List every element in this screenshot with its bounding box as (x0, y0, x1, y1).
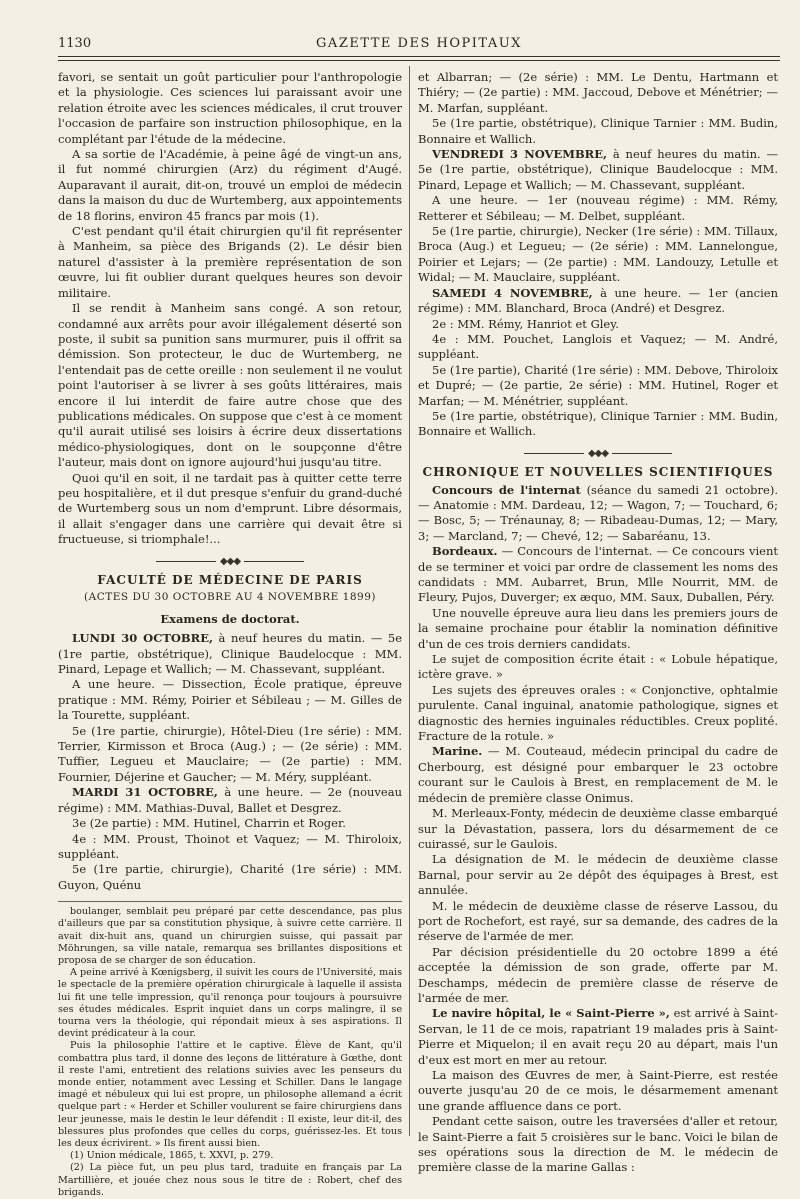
paragraph: boulanger, semblait peu préparé par cette descendance, pas plus d'ailleurs que par sa constitution physique, à suivre cette carrière. Il avait dix-huit ans, quand un chirurgien suisse, qui passait par Möhrungen, sa ville natale, remarqua ses brillantes dispositions et proposa de se charger de son éducation. (58, 906, 402, 966)
paragraph (418, 606, 778, 652)
ornament-divider: ◆◆◆ (58, 554, 402, 569)
paragraph (418, 683, 778, 745)
paragraph (418, 224, 778, 286)
paragraph (418, 286, 778, 317)
paragraph-text: 5e (1re partie), Charité (1re série) : MM. Debove, Thiroloix et Dupré; — (2e partie, 2e série) : MM. Hutinel, Roger et Marfan; — M. Ménétrier, suppléant. (418, 362, 778, 408)
left-exam-list (58, 631, 402, 893)
paragraph (418, 1114, 778, 1176)
paragraph-text: 4e : MM. Proust, Thoinot et Vaquez; — M. Thiroloix, suppléant. (58, 831, 402, 861)
paragraph (58, 862, 402, 893)
paragraph-text: à neuf heures du matin. — 5e (1re partie, obstétrique), Clinique Baudelocque : MM. Pinard, Lepage et Wallich; — M. Chassevant, suppléant. (418, 147, 778, 192)
paragraph (418, 544, 778, 606)
paragraph-text: La maison des Œuvres de mer, à Saint-Pierre, est restée ouverte jusqu'au 20 de ce mois, le désarmement amenant une grande affluence dans ce port. (418, 1068, 778, 1113)
paragraph-text: (séance du samedi 21 octobre). — Anatomie : MM. Dardeau, 12; — Wagon, 7; — Touchard, 6; — Bosc, 5; — Trénaunay, 8; — Ribadeau-Dumas, 12; — Mary, 3; — Marcland, 7; — Chevé, 12; — Sabaréanu, 13. (418, 482, 778, 543)
paragraph-text: Le sujet de composition écrite était : « Lobule hépatique, ictère grave. » (418, 652, 778, 682)
paragraph-text: à une heure. — 2e (nouveau régime) : MM. Mathias-Duval, Ballet et Desgrez. (58, 785, 402, 815)
paragraph (418, 899, 778, 945)
paragraph (418, 483, 778, 545)
paragraph-text: M. Merleaux-Fonty, médecin de deuxième classe embarqué sur la Dévastation, passera, lors du désarmement de ce cuirassé, sur le Gaulois. (418, 806, 778, 851)
lead-in: VENDREDI 3 NOVEMBRE, (432, 147, 608, 162)
lead-in: Le navire hôpital, le « Saint-Pierre », (432, 1006, 670, 1021)
paragraph-text: 3e (2e partie) : MM. Hutinel, Charrin et Roger. (72, 816, 346, 831)
paragraph: Il se rendit à Manheim sans congé. A son retour, condamné aux arrêts pour avoir illégalement déserté son poste, il subit sa punition sans murmurer, puis il offrit sa démission. Son protecteur, le duc de Wurtemberg, ne l'entendait pas de cette oreille : non seulement il ne voulut point l'autoriser à se livrer à ses goûts littéraires, mais encore il lui interdit de faire autre chose que des publications médicales. On suppose que c'est à ce moment qu'il aurait utilisé ses loisirs à écrire deux dissertations médico-physiologiques, dont on le soupçonne d'être l'auteur, mais dont on ignore aujourd'hui jusqu'au titre. (58, 301, 402, 470)
paragraph (418, 363, 778, 409)
paragraph (418, 409, 778, 440)
paragraph (418, 945, 778, 1007)
paragraph (418, 1068, 778, 1114)
paragraph-text: est arrivé à Saint-Servan, le 11 de ce mois, rapatriant 19 malades pris à Saint-Pierre et Miquelon; il en avait reçu 20 au départ, mais l'un d'eux est mort en mer au retour. (418, 1006, 778, 1067)
left-column (58, 70, 402, 1199)
section-title-chronique: CHRONIQUE ET NOUVELLES SCIENTIFIQUES (422, 465, 774, 480)
paragraph: favori, se sentait un goût particulier pour l'anthropologie et la physiologie. Ces sciences lui paraissant avoir une relation étroite avec les sciences médicales, il crut trouver l'occasion de parfaire son instruction philosophique, en la complétant par l'étude de la médecine. (58, 70, 402, 146)
paragraph-text: 5e (1re partie, chirurgie), Necker (1re série) : MM. Tillaux, Broca (Aug.) et Legueu; — (2e série) : MM. Lannelongue, Poirier et Lejars; — (2e partie) : MM. Landouzy, Letulle et Widal; — M. Mauclaire, suppléant. (418, 224, 778, 285)
paragraph (418, 70, 778, 116)
paragraph: A peine arrivé à Kœnigsberg, il suivit les cours de l'Université, mais le spectacle de la première opération chirurgicale à laquelle il assista lui fit une telle impression, qu'il renonça pour toujours à poursuivre ses études médicales. Esprit inquiet dans un corps malingre, il se tourna vers la théologie, qui répondait mieux à ses aspirations. Il devint prédicateur à la cour. (58, 967, 402, 1040)
paragraph-text: et Albarran; — (2e série) : MM. Le Dentu, Hartmann et Thiéry; — (2e partie) : MM. Jaccoud, Debove et Ménétrier; — M. Marfan, suppléant. (418, 70, 778, 115)
paragraph (418, 1006, 778, 1068)
paragraph (58, 677, 402, 723)
paragraph: A sa sortie de l'Académie, à peine âgé de vingt-un ans, il fut nommé chirurgien (Arz) du régiment d'Augé. Auparavant il aurait, dit-on, trouvé un emploi de médecin dans la maison du duc de Wurtemberg, aux appointements de 18 florins, environ 45 francs par mois (1). (58, 147, 402, 223)
paragraph-text: Pendant cette saison, outre les traversées d'aller et retour, le Saint-Pierre a fait 5 croisières sur le banc. Voici le bilan de ses opérations sous la direction de M. le médecin de première classe de la marine Gallas : (418, 1114, 778, 1175)
paragraph (58, 724, 402, 786)
paragraph (58, 785, 402, 816)
footnotes (58, 901, 402, 1199)
paragraph (418, 852, 778, 898)
lead-in: Concours de l'internat (432, 482, 581, 497)
column-separator (409, 66, 410, 1136)
lead-in: Marine. (432, 744, 483, 759)
paragraph-text: La désignation de M. le médecin de deuxième classe Barnal, pour servir au 2e dépôt des équipages à Brest, est annulée. (418, 852, 778, 898)
right-column (418, 70, 778, 1176)
paragraph (418, 147, 778, 193)
chronique-article (418, 483, 778, 1176)
paragraph-text: 5e (1re partie, chirurgie), Charité (1re série) : MM. Guyon, Quénu (58, 862, 402, 892)
paragraph-text: 5e (1re partie, obstétrique), Clinique Tarnier : MM. Budin, Bonnaire et Wallich. (418, 408, 778, 439)
paragraph (418, 193, 778, 224)
paragraph-text: à une heure. — 1er (ancien régime) : MM. Blanchard, Broca (André) et Desgrez. (418, 285, 778, 316)
paragraph-text: 5e (1re partie, obstétrique), Clinique Tarnier : MM. Budin, Bonnaire et Wallich. (418, 116, 778, 146)
paragraph-text: — Concours de l'internat. — Ce concours vient de se terminer et voici par ordre de classement les noms des candidats : MM. Aubarret, Brun, Mlle Nourrit, MM. de Fleury, Pujos, Duverger; ex æquo, MM. Saux, Duballen, Péry. (418, 544, 778, 605)
running-header (58, 34, 780, 57)
paragraph-text: Par décision présidentielle du 20 octobre 1899 a été acceptée la démission de son grade, offerte par M. Deschamps, médecin de première classe de réserve de l'armée de mer. (418, 944, 778, 1005)
paragraph-text: M. le médecin de deuxième classe de réserve Lassou, du port de Rochefort, est rayé, sur sa demande, des cadres de la réserve de l'armée de mer. (418, 898, 778, 944)
paragraph: Puis la philosophie l'attire et le captive. Élève de Kant, qu'il combattra plus tard, il donne des leçons de littérature à Gœthe, dont il reste l'ami, entretient des relations suivies avec les penseurs du monde entier, notamment avec Lessing et Schiller. Dans le langage imagé et nébuleux qui lui est propre, un philosophe allemand a écrit quelque part : « Herder et Schiller voulurent se faire chirurgiens dans leur jeunesse, mais le destin le leur défendit : Il existe, leur dit-il, des blessures plus profondes que celles du corps, guérissez-les. Et tous les deux écrivirent. » Ils firent aussi bien. (58, 1040, 402, 1149)
running-title: GAZETTE DES HOPITAUX (316, 36, 522, 51)
header-rule (58, 60, 780, 61)
paragraph-text: A une heure. — Dissection, École pratique, épreuve pratique : MM. Rémy, Poirier et Sébileau ; — M. Gilles de la Tourette, suppléant. (58, 677, 402, 723)
exam-heading: Examens de doctorat. (160, 611, 300, 626)
paragraph (58, 816, 402, 831)
paragraph: (1) Union médicale, 1865, t. XXVI, p. 279. (70, 1150, 274, 1162)
paragraph (418, 806, 778, 852)
paragraph-text: 4e : MM. Pouchet, Langlois et Vaquez; — M. André, suppléant. (418, 331, 778, 362)
lead-in: Bordeaux. (432, 544, 498, 559)
paragraph (58, 832, 402, 863)
left-article (58, 70, 402, 548)
page-number: 1130 (58, 36, 92, 51)
paragraph-text: à neuf heures du matin. — 5e (1re partie, obstétrique), Clinique Baudelocque : MM. Pinard, Lepage et Wallich; — M. Chassevant, suppléant. (58, 631, 403, 677)
paragraph: Quoi qu'il en soit, il ne tardait pas à quitter cette terre peu hospitalière, et il dut presque s'enfuir du grand-duché de Wurtemberg sous un nom d'emprunt. Libre désormais, il allait s'engager dans une carrière qui devait être si fructueuse, si triomphale!... (58, 470, 402, 547)
paragraph (58, 631, 402, 677)
paragraph-text: 2e : MM. Rémy, Hanriot et Gley. (432, 316, 619, 331)
paragraph (418, 652, 778, 683)
paragraph (418, 116, 778, 147)
paragraph-text: A une heure. — 1er (nouveau régime) : MM. Rémy, Retterer et Sébileau; — M. Delbet, suppléant. (418, 193, 778, 223)
ornament-divider-2: ◆◆◆ (418, 446, 778, 461)
paragraph (418, 332, 778, 363)
right-exam-list (418, 70, 778, 440)
section-title-faculte: FACULTÉ DE MÉDECINE DE PARIS (97, 573, 363, 587)
paragraph-text: Une nouvelle épreuve aura lieu dans les premiers jours de la semaine prochaine pour établir la nomination définitive d'un de ces trois derniers candidats. (418, 605, 778, 651)
paragraph: C'est pendant qu'il était chirurgien qu'il fit représenter à Manheim, sa pièce des Brigands (2). Le désir bien naturel d'assister à la première représentation de son œuvre, lui fit oublier durant quelques heures son devoir militaire. (58, 224, 402, 300)
paragraph (418, 317, 778, 332)
paragraph-text: — M. Couteaud, médecin principal du cadre de Cherbourg, est désigné pour embarquer le 23 octobre courant sur le Caulois à Brest, en remplacement de M. le médecin de première classe Onimus. (418, 744, 778, 805)
lead-in: MARDI 31 OCTOBRE, (72, 785, 218, 800)
lead-in: LUNDI 30 OCTOBRE, (72, 631, 213, 646)
paragraph-text: Les sujets des épreuves orales : « Conjonctive, ophtalmie purulente. Canal inguinal, anatomie pathologique, signes et diagnostic des hernies inguinales réductibles. Creux poplité. Fracture de la rotule. » (418, 682, 778, 744)
lead-in: SAMEDI 4 NOVEMBRE, (432, 285, 593, 300)
paragraph (418, 744, 778, 806)
paragraph-text: 5e (1re partie, chirurgie), Hôtel-Dieu (1re série) : MM. Terrier, Kirmisson et Broca (Aug.) ; — (2e série) : MM. Tuffier, Legueu et Mauclaire; — (2e partie) : MM. Fournier, Déjerine et Gaucher; — M. Méry, suppléant. (58, 723, 402, 784)
section-subtitle-actes: (ACTES DU 30 OCTOBRE AU 4 NOVEMBRE 1899) (84, 591, 376, 604)
paragraph: (2) La pièce fut, un peu plus tard, traduite en français par La Martillière, et jouée chez nous sous le titre de : Robert, chef des brigands. (58, 1162, 402, 1198)
